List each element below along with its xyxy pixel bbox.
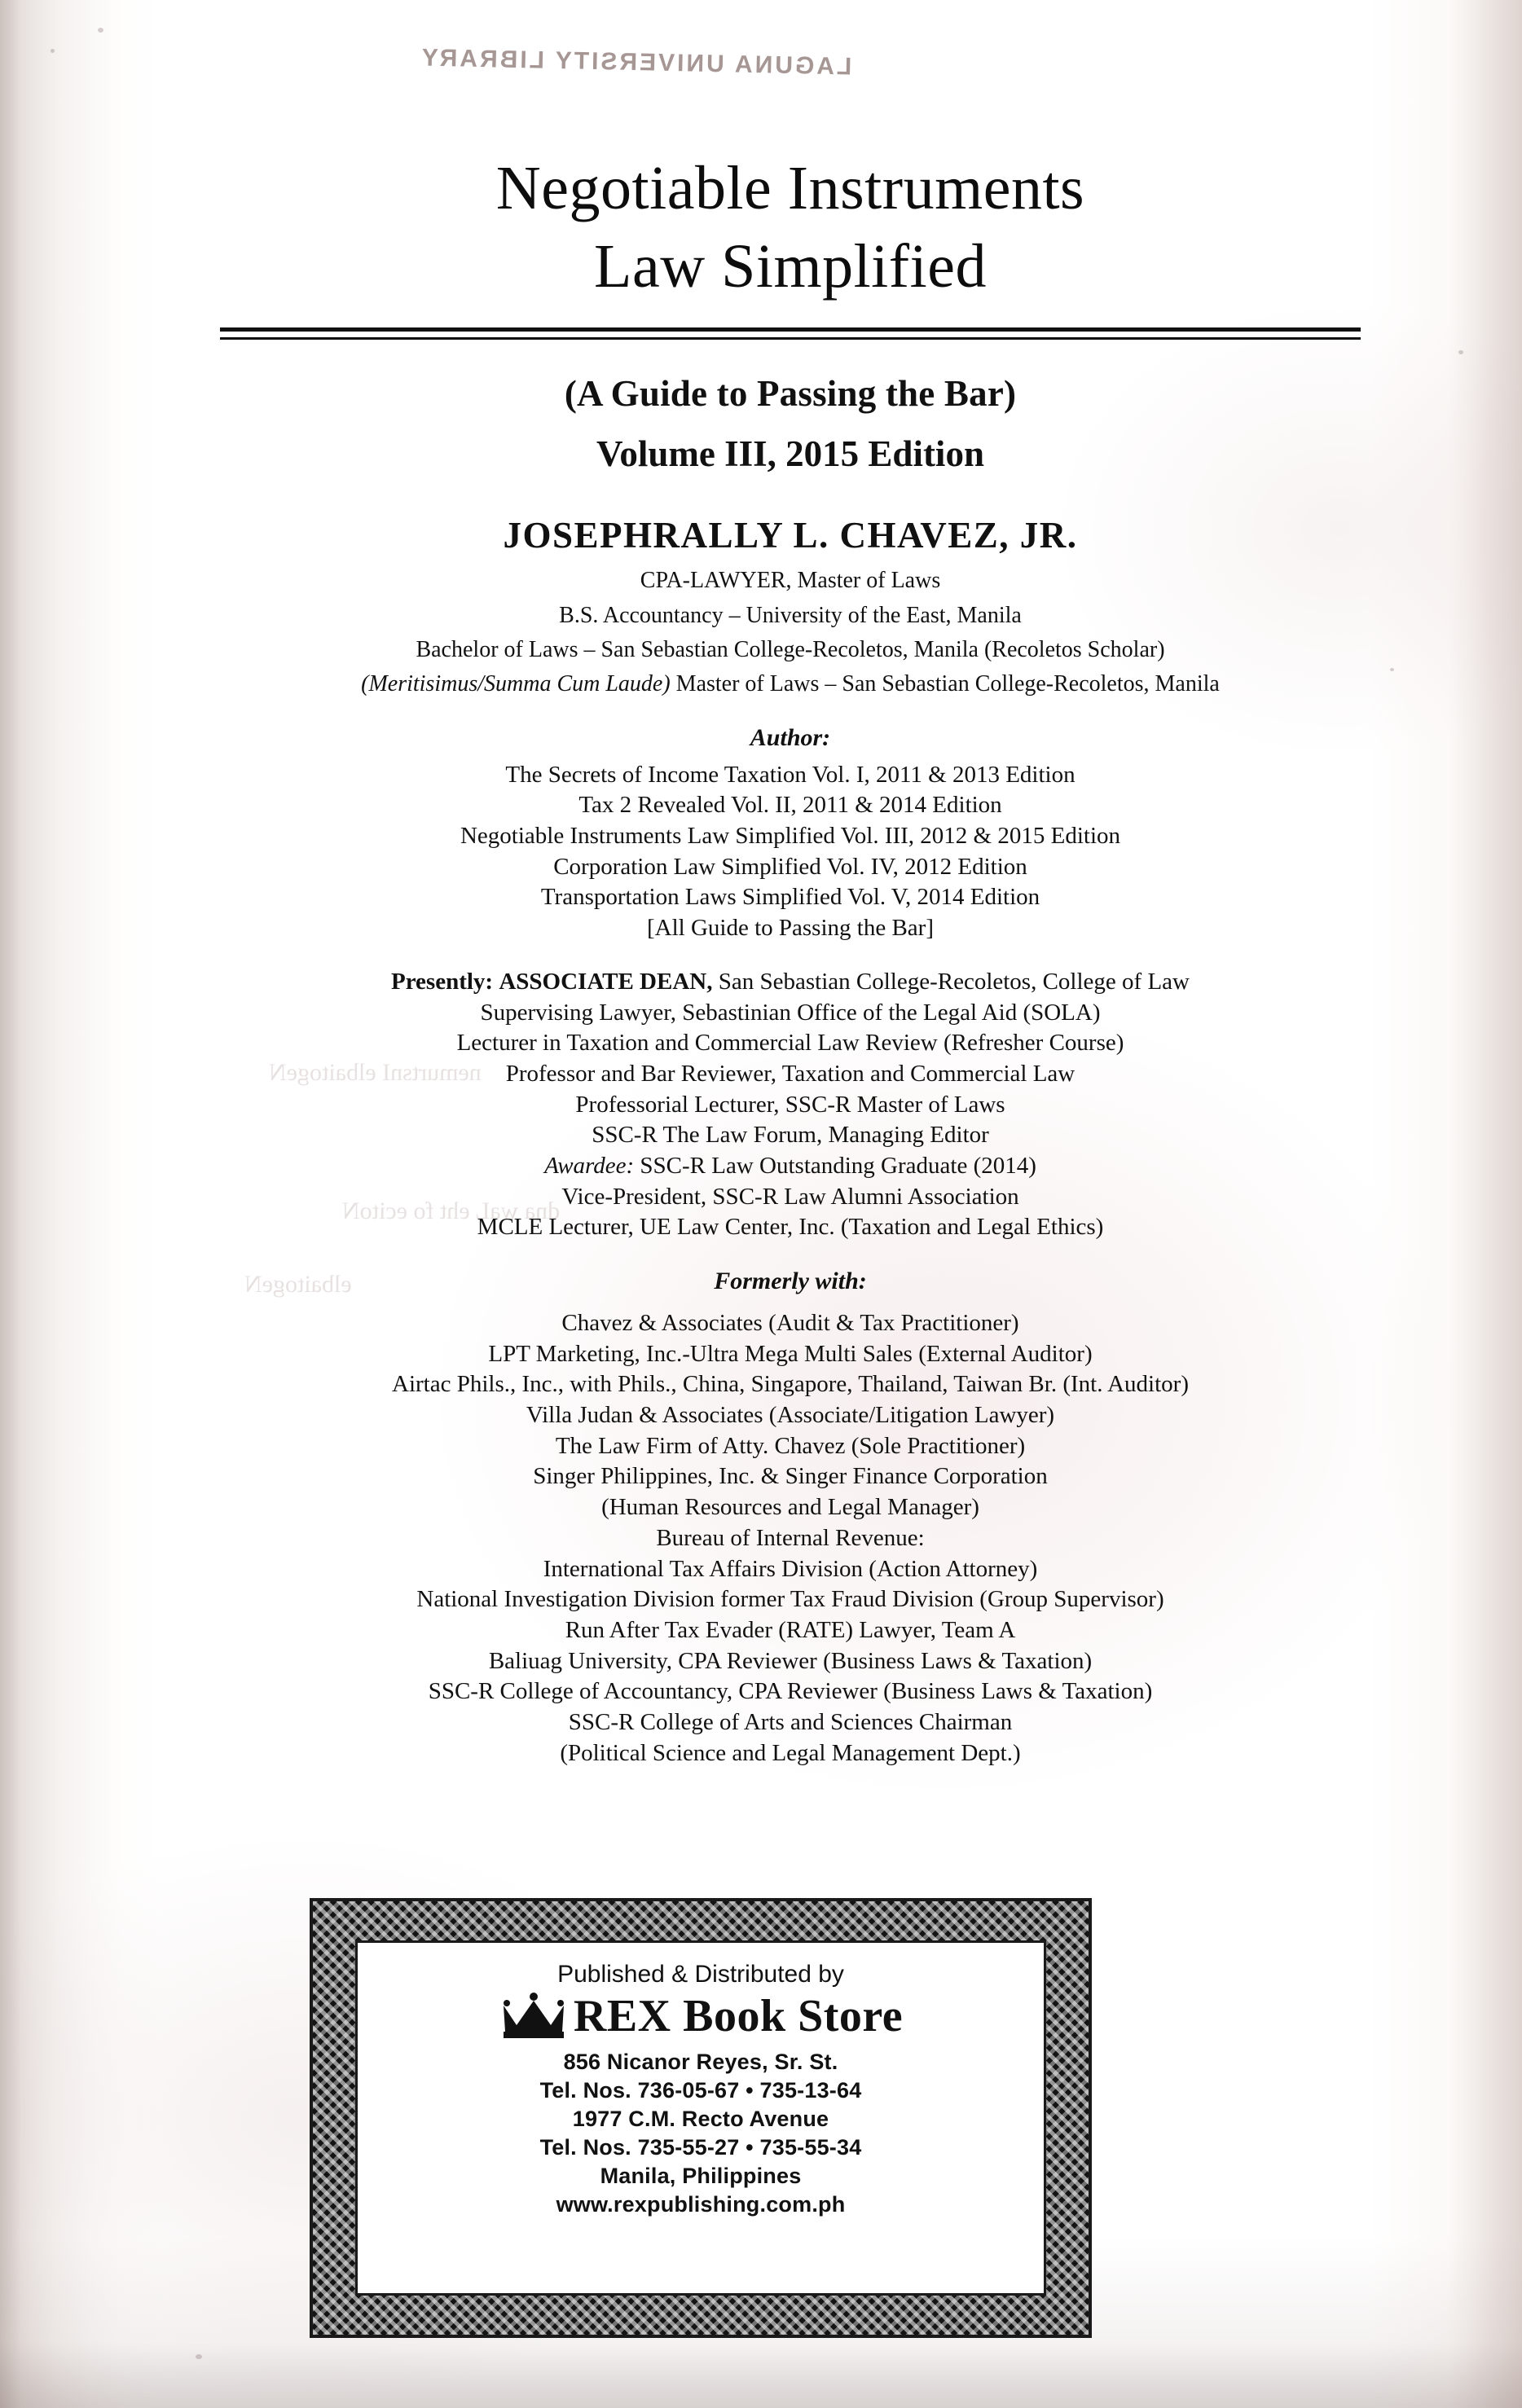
- author-works-list: [122, 760, 1458, 944]
- book-volume-edition: Volume III, 2015 Edition: [596, 433, 984, 475]
- formerly-item: The Law Firm of Atty. Chavez (Sole Practitioner): [555, 1432, 1026, 1459]
- page-showthrough-ghost: elbaitogeN: [244, 1271, 352, 1298]
- author-works-heading: Author:: [750, 723, 831, 751]
- author-work-item: Transportation Laws Simplified Vol. V, 2014 Edition: [540, 884, 1040, 911]
- publisher-tel-2: Tel. Nos. 735-55-27 • 735-55-34: [539, 2134, 862, 2160]
- book-title-line-1: Negotiable Instruments: [495, 154, 1085, 222]
- formerly-item: Bureau of Internal Revenue:: [656, 1524, 925, 1551]
- page-showthrough-ghost: nemurtsnI elbaitogeN: [269, 1059, 482, 1086]
- formerly-item: (Human Resources and Legal Manager): [601, 1494, 979, 1521]
- book-title-line-2: Law Simplified: [594, 232, 987, 301]
- publisher-brand-row: [358, 1990, 1044, 2042]
- formerly-item: Villa Judan & Associates (Associate/Litigation Lawyer): [526, 1402, 1055, 1429]
- crown-icon: [499, 1991, 569, 2041]
- author-work-item: Negotiable Instruments Law Simplified Vol. III, 2012 & 2015 Edition: [460, 823, 1121, 850]
- awardee-text: SSC-R Law Outstanding Graduate (2014): [640, 1152, 1036, 1179]
- presently-institution: San Sebastian College-Recoletos, College of Law: [718, 968, 1190, 995]
- author-work-item: The Secrets of Income Taxation Vol. I, 2011 & 2013 Edition: [505, 761, 1076, 788]
- scan-speck: [196, 2354, 202, 2359]
- published-by-label: Published & Distributed by: [557, 1961, 844, 1988]
- presently-item: Professorial Lecturer, SSC-R Master of Laws: [575, 1091, 1005, 1118]
- presently-item: Professor and Bar Reviewer, Taxation and Commercial Law: [505, 1060, 1076, 1087]
- author-credential-rest: Master of Laws – San Sebastian College-Recoletos, Manila: [675, 671, 1220, 697]
- author-work-item: Corporation Law Simplified Vol. IV, 2012 Edition: [553, 853, 1027, 880]
- formerly-item: International Tax Affairs Division (Action Attorney): [543, 1555, 1038, 1582]
- author-credential: [122, 670, 1458, 699]
- formerly-item: (Political Science and Legal Management Dept.): [560, 1739, 1021, 1766]
- formerly-item: Run After Tax Evader (RATE) Lawyer, Team A: [565, 1616, 1016, 1643]
- book-gutter-shadow: [0, 0, 122, 2408]
- author-credential: CPA-LAWYER, Master of Laws: [640, 568, 941, 594]
- presently-item: Lecturer in Taxation and Commercial Law Review (Refresher Course): [456, 1030, 1124, 1057]
- presently-title: ASSOCIATE DEAN,: [499, 968, 713, 995]
- publisher-city: Manila, Philippines: [600, 2163, 802, 2188]
- formerly-item: SSC-R College of Arts and Sciences Chairman: [568, 1708, 1013, 1735]
- publisher-box-inner: [355, 1940, 1046, 2296]
- author-credential: Bachelor of Laws – San Sebastian College-Recoletos, Manila (Recoletos Scholar): [416, 636, 1165, 662]
- scan-speck: [1458, 350, 1463, 354]
- book-subtitle: (A Guide to Passing the Bar): [564, 373, 1017, 415]
- formerly-heading: Formerly with:: [714, 1268, 867, 1295]
- presently-section: [122, 967, 1458, 1243]
- formerly-item: Baliuag University, CPA Reviewer (Business Laws & Taxation): [488, 1647, 1093, 1674]
- presently-label: Presently:: [391, 968, 494, 995]
- scan-speck: [98, 28, 103, 33]
- title-divider: [220, 327, 1361, 340]
- title-page-content: [122, 0, 1458, 1769]
- divider-gap: [220, 332, 1361, 337]
- publisher-brand-name: REX Book Store: [573, 1991, 904, 2041]
- presently-lead-row: [122, 967, 1458, 998]
- formerly-item: LPT Marketing, Inc.-Ultra Mega Multi Sales (External Auditor): [488, 1340, 1093, 1367]
- author-work-item: Tax 2 Revealed Vol. II, 2011 & 2014 Edition: [578, 792, 1002, 819]
- publisher-box: [310, 1898, 1092, 2338]
- author-work-item: [All Guide to Passing the Bar]: [647, 915, 934, 942]
- formerly-item: National Investigation Division former Tax Fraud Division (Group Supervisor): [416, 1586, 1164, 1613]
- presently-item: SSC-R The Law Forum, Managing Editor: [592, 1122, 989, 1149]
- awardee-label: Awardee:: [544, 1152, 635, 1179]
- presently-item: Supervising Lawyer, Sebastinian Office of the Legal Aid (SOLA): [480, 999, 1101, 1026]
- publisher-address-2: 1977 C.M. Recto Avenue: [572, 2106, 829, 2131]
- library-stamp: LAGUNA UNIVERSITY LIBRARY: [419, 44, 852, 81]
- divider-thin-rule: [220, 337, 1361, 340]
- publisher-tel-1: Tel. Nos. 736-05-67 • 735-13-64: [539, 2077, 862, 2103]
- page-showthrough-ghost: dna waL eht fo ecitoN: [342, 1197, 561, 1224]
- publisher-address-1: 856 Nicanor Reyes, Sr. St.: [563, 2050, 838, 2074]
- formerly-list: [122, 1308, 1458, 1769]
- presently-awardee-row: [122, 1151, 1458, 1182]
- presently-item: MCLE Lecturer, UE Law Center, Inc. (Taxation and Legal Ethics): [477, 1214, 1104, 1241]
- formerly-item: SSC-R College of Accountancy, CPA Reviewer (Business Laws & Taxation): [428, 1678, 1153, 1705]
- formerly-item: Chavez & Associates (Audit & Tax Practitioner): [561, 1310, 1019, 1337]
- author-credential-latin-honors: (Meritisimus/Summa Cum Laude): [361, 671, 671, 697]
- author-name: JOSEPHRALLY L. CHAVEZ, JR.: [503, 515, 1078, 556]
- formerly-item: Singer Philippines, Inc. & Singer Finance Corporation: [533, 1463, 1048, 1490]
- presently-item: Vice-President, SSC-R Law Alumni Association: [561, 1183, 1019, 1210]
- author-credential: B.S. Accountancy – University of the East, Manila: [559, 602, 1022, 628]
- scan-speck: [51, 49, 55, 53]
- publisher-website: www.rexpublishing.com.ph: [556, 2191, 846, 2217]
- page-right-edge-shadow: [1449, 0, 1522, 2408]
- formerly-item: Airtac Phils., Inc., with Phils., China, Singapore, Thailand, Taiwan Br. (Int. Auditor): [392, 1371, 1189, 1398]
